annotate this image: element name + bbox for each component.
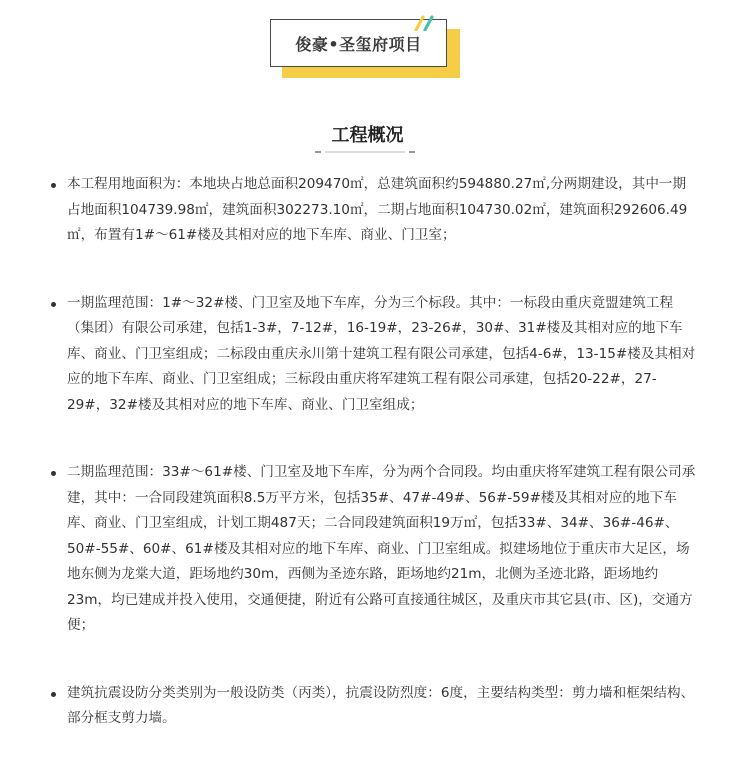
list-item [0, 460, 735, 639]
list-item [0, 172, 735, 249]
bullet-icon [51, 692, 56, 697]
list-item [0, 291, 735, 419]
project-title-badge [270, 19, 461, 79]
list-item [0, 681, 735, 732]
heading-underline [315, 151, 415, 154]
bullet-icon [51, 471, 56, 476]
section-heading: 工程概况 [331, 125, 404, 146]
project-overview-list [0, 172, 735, 774]
project-title: 俊豪•圣玺府项目 [270, 19, 447, 67]
list-item-text: 本工程用地面积为：本地块占地总面积209470㎡，总建筑面积约594880.27㎡,分两期建设，其中一期占地面积104739.98㎡，建筑面积302273.10㎡，二期占地面积104730.02㎡，建筑面积292606.49㎡，布置有1#～61#楼及其相对应的地下车库、商业、门卫室； [67, 176, 688, 243]
bullet-icon [51, 183, 56, 188]
list-item-text: 二期监理范围：33#～61#楼、门卫室及地下车库，分为两个合同段。均由重庆将军建筑工程有限公司承建，其中：一合同段建筑面积8.5万平方米，包括35#、47#-49#、56#-59#楼及其相对应的地下车库、商业、门卫室组成，计划工期487天；二合同段建筑面积19万㎡，包括33#、34#、36#-46#、50#-55#、60#、61#楼及其相对应的地下车库、商业、门卫室组成。拟建场地位于重庆市大足区，场地东侧为龙棠大道，距场地约30m，西侧为圣迹东路，距场地约21m，北侧为圣迹北路，距场地约23m，均已建成并投入使用，交通便捷，附近有公路可直接通往城区，及重庆市其它县(市、区)，交通方便； [67, 464, 696, 633]
bullet-icon [51, 302, 56, 307]
list-item-text: 一期监理范围：1#～32#楼、门卫室及地下车库，分为三个标段。其中：一标段由重庆竟盟建筑工程（集团）有限公司承建，包括1-3#，7-12#，16-19#，23-26#，30#、31#楼及其相对应的地下车库、商业、门卫室组成；二标段由重庆永川第十建筑工程有限公司承建，包括4-6#，13-15#楼及其相对应的地下车库、商业、门卫室组成；三标段由重庆将军建筑工程有限公司承建，包括20-22#，27-29#，32#楼及其相对应的地下车库、商业、门卫室组成； [67, 294, 696, 413]
double-slash-icon [413, 15, 437, 31]
list-item-text: 建筑抗震设防分类类别为一般设防类（丙类），抗震设防烈度：6度，主要结构类型：剪力墙和框架结构、部分框支剪力墙。 [67, 684, 695, 726]
